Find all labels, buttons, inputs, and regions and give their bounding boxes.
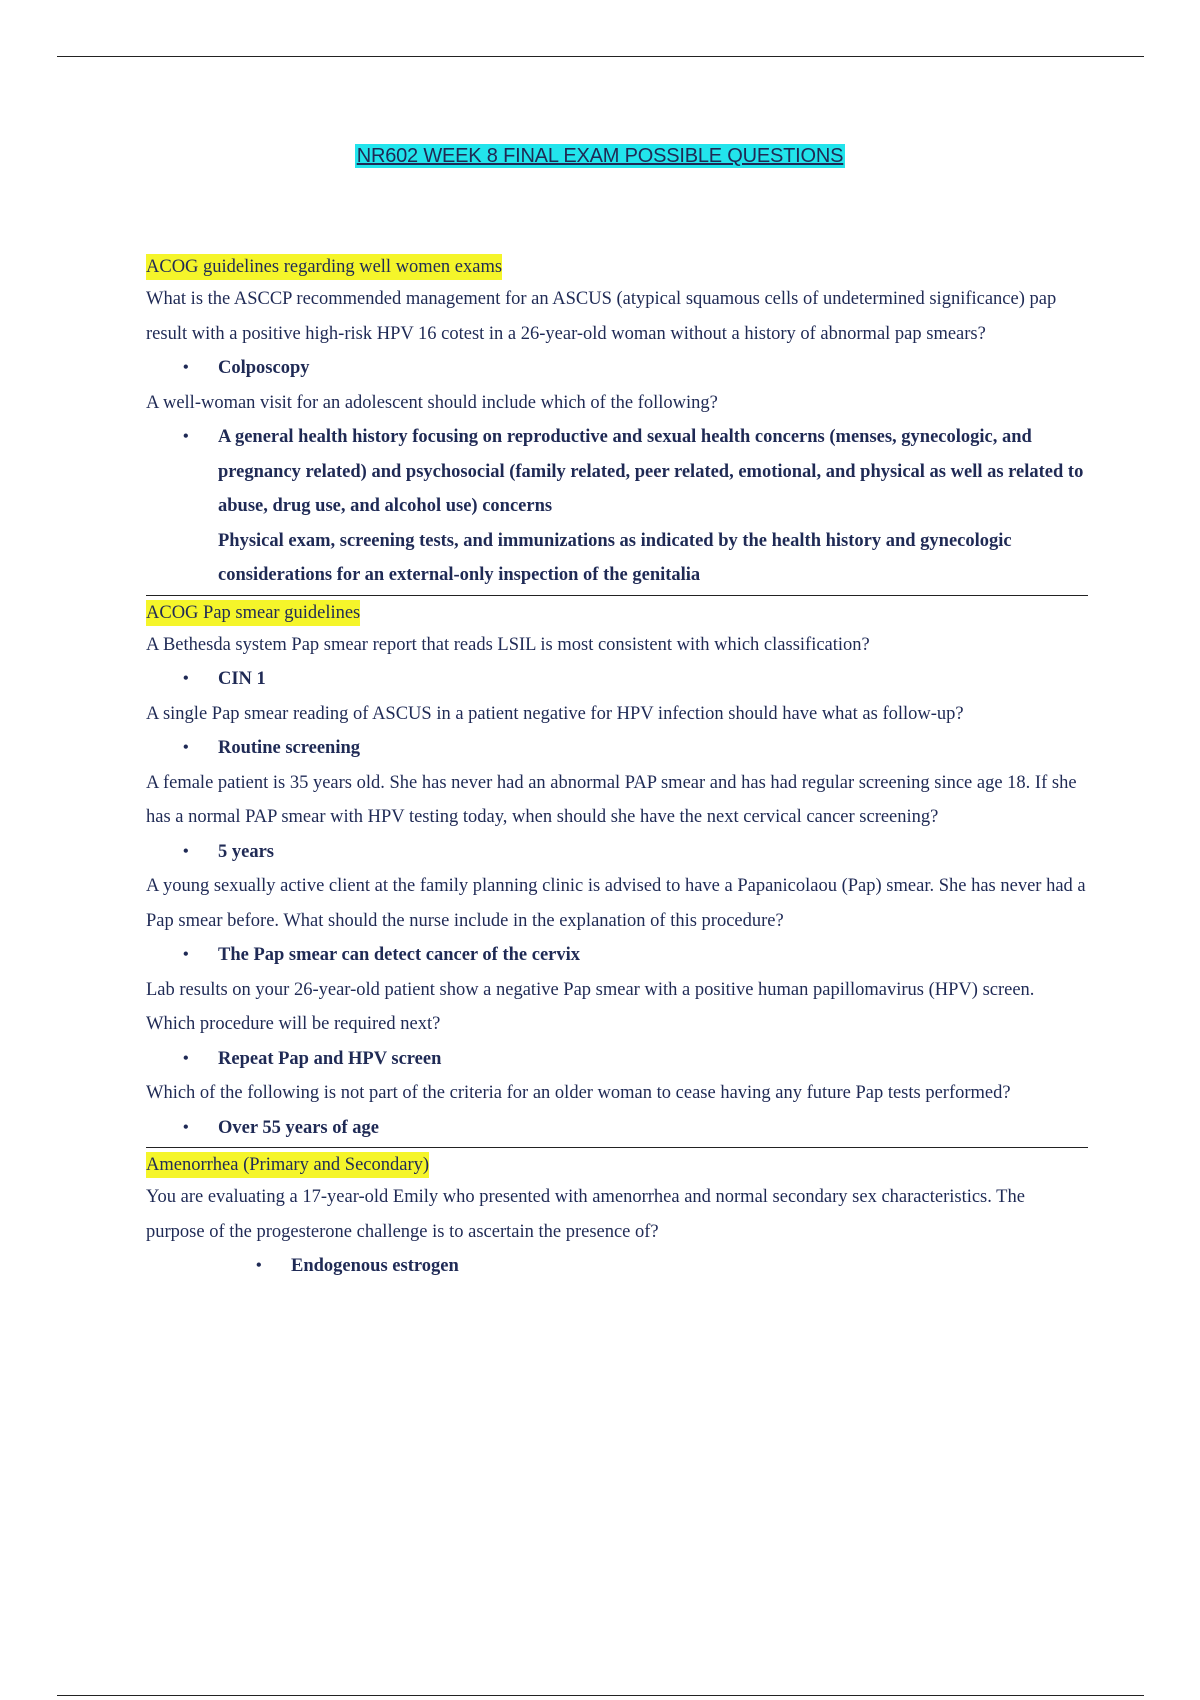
question-text: You are evaluating a 17-year-old Emily who presented with amenorrhea and normal secondary sex characteristics. The purpose of the progesterone challenge is to ascertain the presence of? [146, 1187, 1025, 1242]
bullet-icon: • [256, 1257, 262, 1274]
answer-item [183, 1042, 1086, 1077]
section-pap-smear-guidelines [146, 600, 1086, 1146]
answer-list [146, 1111, 1086, 1146]
answer-item [183, 1111, 1086, 1146]
answer-list [146, 420, 1086, 524]
answer-list [146, 835, 1086, 870]
answer-text: Over 55 years of age [218, 1117, 379, 1138]
section-amenorrhea [146, 1152, 1086, 1284]
section-well-women-exams [146, 254, 1086, 593]
question-text: A well-woman visit for an adolescent should include which of the following? [146, 392, 718, 413]
answer-list [146, 1042, 1086, 1077]
answer-list [146, 938, 1086, 973]
answer-item [183, 731, 1086, 766]
bullet-icon: • [183, 1118, 189, 1136]
answer-text: CIN 1 [218, 669, 266, 689]
page-top-rule [57, 56, 1144, 57]
bullet-icon: • [183, 359, 189, 376]
question-text: Lab results on your 26-year-old patient show a negative Pap smear with a positive human papillomavirus (HPV) screen. Which procedure will be required next? [146, 979, 1035, 1034]
section-divider [146, 595, 1088, 596]
question-text: Which of the following is not part of the criteria for an older woman to cease having any future Pap tests performed? [146, 1083, 1011, 1103]
answer-text: The Pap smear can detect cancer of the cervix [218, 945, 581, 965]
section-heading: ACOG Pap smear guidelines [146, 600, 360, 626]
answer-item [183, 351, 1086, 386]
document-body [146, 254, 1086, 1284]
question-text: A female patient is 35 years old. She has never had an abnormal PAP smear and has had regular screening since age 18. If she has a normal PAP smear with HPV testing today, when should she have the next cervical cancer screening? [146, 772, 1077, 827]
answer-list [146, 351, 1086, 386]
bullet-icon: • [183, 670, 189, 687]
page-bottom-rule [57, 1695, 1144, 1696]
question-text: A young sexually active client at the family planning clinic is advised to have a Papanicolaou (Pap) smear. She has never had a Pap smear before. What should the nurse include in the explanation of this procedure? [146, 876, 1086, 931]
answer-item [183, 938, 1086, 973]
bullet-icon: • [183, 842, 189, 860]
answer-text: Colposcopy [218, 358, 310, 378]
answer-text: Routine screening [218, 738, 361, 758]
answer-list [146, 662, 1086, 697]
answer-list [146, 1249, 1086, 1284]
section-heading: Amenorrhea (Primary and Secondary) [146, 1152, 429, 1178]
question-text: What is the ASCCP recommended management for an ASCUS (atypical squamous cells of undetermined significance) pap result with a positive high-risk HPV 16 cotest in a 26-year-old woman without a history of abnormal pap smears? [146, 289, 1057, 344]
bullet-icon: • [183, 1049, 189, 1067]
answer-text: 5 years [218, 841, 274, 862]
answer-list [146, 731, 1086, 766]
answer-text: Endogenous estrogen [291, 1256, 459, 1276]
title-container [0, 145, 1200, 168]
bullet-icon: • [183, 946, 189, 963]
question-text: A single Pap smear reading of ASCUS in a patient negative for HPV infection should have what as follow-up? [146, 703, 964, 724]
bullet-icon: • [183, 739, 189, 756]
document-title: NR602 WEEK 8 FINAL EXAM POSSIBLE QUESTIONS [356, 145, 844, 167]
answer-item [183, 420, 1086, 524]
answer-item [256, 1249, 1086, 1284]
section-divider [146, 1147, 1088, 1148]
answer-continued-text: Physical exam, screening tests, and immunizations as indicated by the health history and gynecologic considerations for an external-only inspection of the genitalia [218, 530, 1012, 585]
answer-text: Repeat Pap and HPV screen [218, 1048, 442, 1069]
answer-item [183, 835, 1086, 870]
bullet-icon: • [183, 428, 189, 445]
answer-item [183, 662, 1086, 697]
answer-text: A general health history focusing on reproductive and sexual health concerns (menses, gynecologic, and pregnancy related) and psychosocial (family related, peer related, emotional, and physical as well as related to abuse, drug use, and alcohol use) concerns [218, 427, 1084, 516]
question-text: A Bethesda system Pap smear report that reads LSIL is most consistent with which classification? [146, 634, 870, 655]
section-heading: ACOG guidelines regarding well women exams [146, 254, 502, 280]
